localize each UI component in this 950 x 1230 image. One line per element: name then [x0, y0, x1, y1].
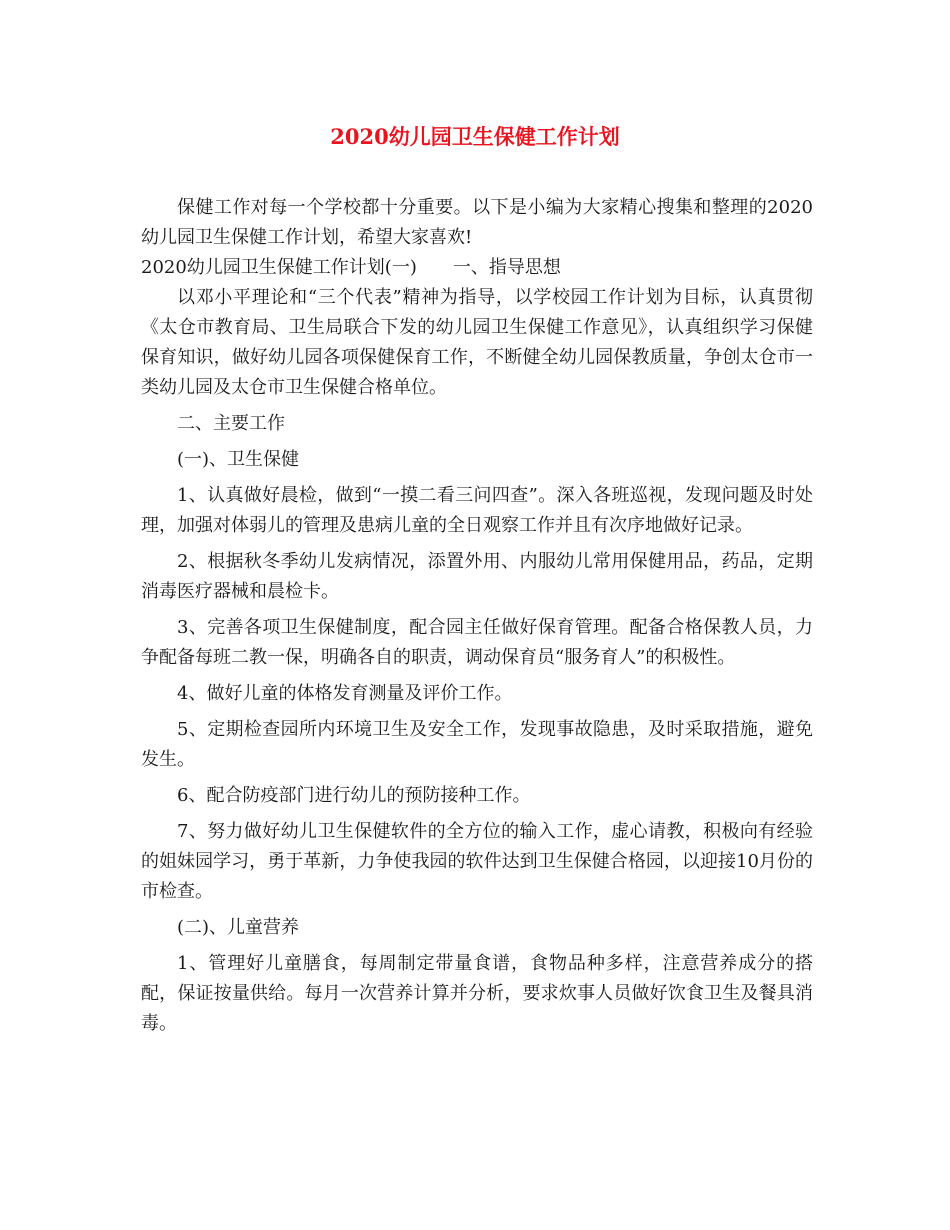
list-item: 3、完善各项卫生保健制度，配合园主任做好保育管理。配备合格保教人员，力争配备每班二教一保，明确各自的职责，调动保育员“服务育人”的积极性。 — [141, 617, 813, 668]
list-item: 6、配合防疫部门进行幼儿的预防接种工作。 — [177, 785, 531, 806]
document-title: 2020幼儿园卫生保健工作计划 — [330, 124, 620, 149]
intro-paragraph: 保健工作对每一个学校都十分重要。以下是小编为大家精心搜集和整理的2020幼儿园卫生保健工作计划，希望大家喜欢! — [141, 197, 813, 248]
list-item: 2、根据秋冬季幼儿发病情况，添置外用、内服幼儿常用保健用品，药品，定期消毒医疗器械和晨检卡。 — [141, 551, 813, 602]
document-body — [141, 193, 813, 1045]
guiding-heading: 一、指导思想 — [452, 257, 561, 278]
guiding-paragraph: 以邓小平理论和“三个代表”精神为指导，以学校园工作计划为目标，认真贯彻《太仓市教育局、卫生局联合下发的幼儿园卫生保健工作意见》，认真组织学习保健保育知识，做好幼儿园各项保健保育工作，不断健全幼儿园保教质量，争创太仓市一类幼儿园及太仓市卫生保健合格单位。 — [141, 287, 813, 398]
plan-subtitle: 2020幼儿园卫生保健工作计划(一) — [141, 257, 417, 278]
list-item: 5、定期检查园所内环境卫生及安全工作，发现事故隐患，及时采取措施，避免发生。 — [141, 719, 813, 770]
main-work-heading: 二、主要工作 — [177, 413, 285, 434]
list-item: 4、做好儿童的体格发育测量及评价工作。 — [177, 683, 513, 704]
section-heading-nutrition: (二)、儿童营养 — [177, 917, 300, 938]
subtitle-line — [141, 253, 813, 283]
section-heading-hygiene: (一)、卫生保健 — [177, 449, 300, 470]
list-item: 7、努力做好幼儿卫生保健软件的全方位的输入工作，虚心请教，积极向有经验的姐妹园学习，勇于革新，力争使我园的软件达到卫生保健合格园，以迎接10月份的市检查。 — [141, 821, 813, 902]
list-item: 1、认真做好晨检，做到“一摸二看三问四查”。深入各班巡视，发现问题及时处理，加强对体弱儿的管理及患病儿童的全日观察工作并且有次序地做好记录。 — [141, 485, 813, 536]
list-item: 1、管理好儿童膳食，每周制定带量食谱，食物品种多样，注意营养成分的搭配，保证按量供给。每月一次营养计算并分析，要求炊事人员做好饮食卫生及餐具消毒。 — [141, 953, 813, 1034]
